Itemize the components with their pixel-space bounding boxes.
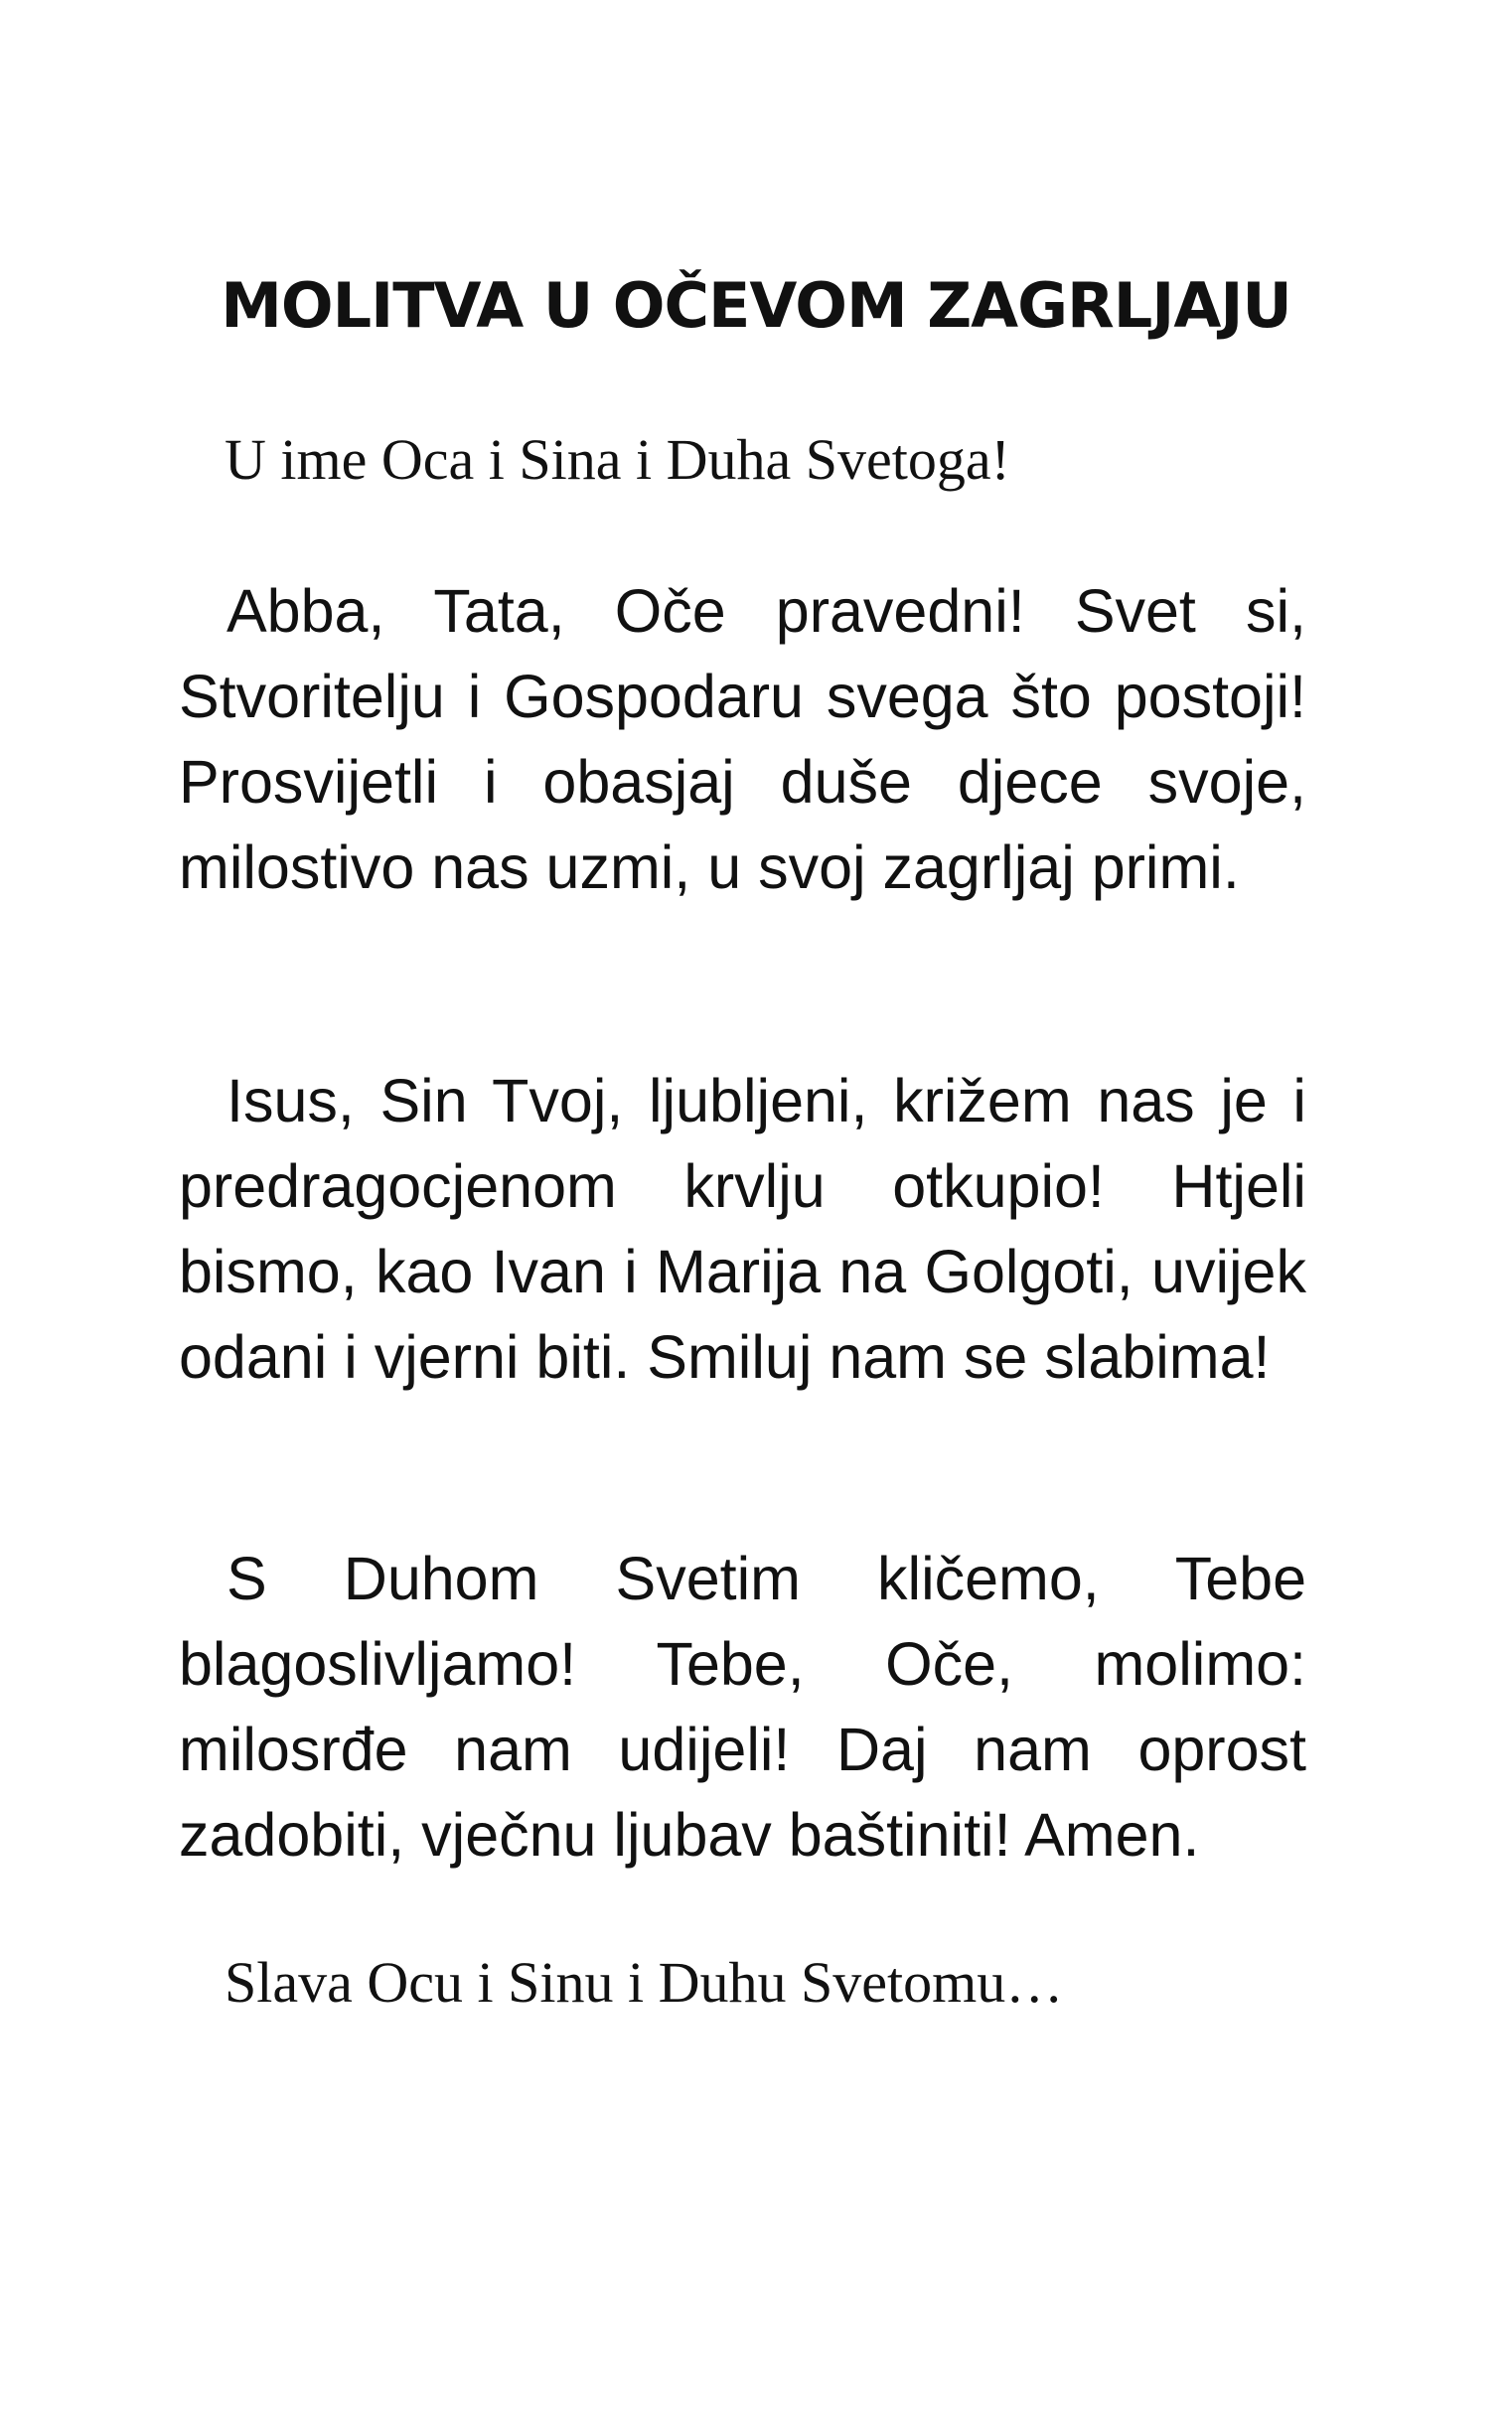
prayer-paragraph-2: Isus, Sin Tvoj, ljubljeni, križem nas je i predragocjenom krvlju otkupio! Htjeli bismo, kao Ivan i Marija na Golgoti, uvijek odani i vjerni biti. Smiluj nam se slabima! [179, 1067, 1306, 1391]
opening-invocation: U ime Oca i Sina i Duha Svetoga! [225, 427, 1010, 492]
closing-invocation: Slava Ocu i Sinu i Duhu Svetomu… [225, 1950, 1064, 2015]
prayer-paragraph-3: S Duhom Svetim kličemo, Tebe blagoslivljamo! Tebe, Oče, molimo: milosrđe nam udijeli! Daj nam oprost zadobiti, vječnu ljubav baštiniti! Amen. [179, 1545, 1306, 1869]
prayer-paragraph-1: Abba, Tata, Oče pravedni! Svet si, Stvoritelju i Gospodaru svega što postoji! Prosvijetli i obasjaj duše djece svoje, milostivo nas uzmi, u svoj zagrljaj primi. [179, 577, 1306, 901]
prayer-title: MOLITVA U OČEVOM ZAGRLJAJU [221, 269, 1291, 342]
